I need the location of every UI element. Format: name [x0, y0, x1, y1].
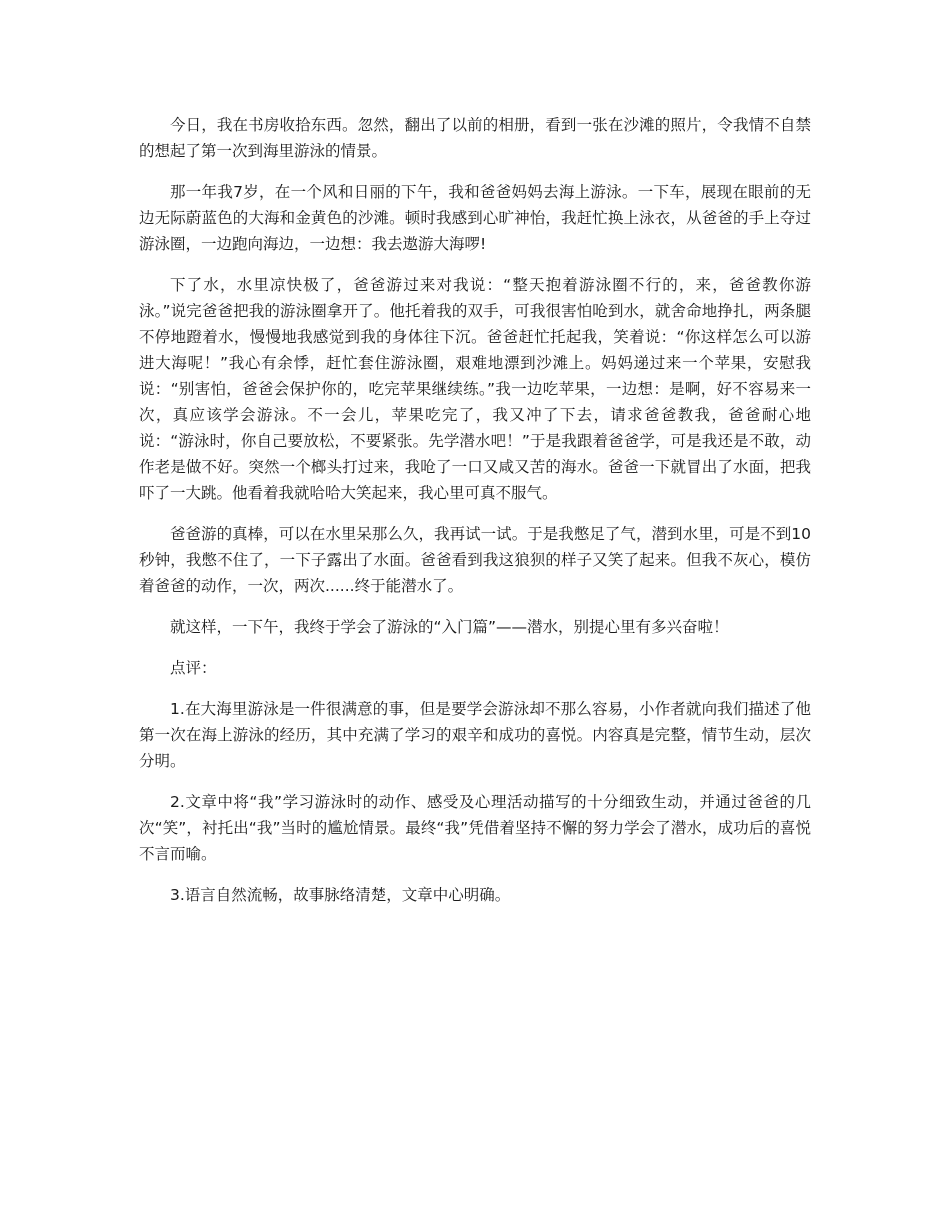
comment-point-3: 3.语言自然流畅，故事脉络清楚，文章中心明确。	[170, 886, 511, 904]
comment-heading: 点评：	[170, 659, 217, 677]
comment-point-1: 1.在大海里游泳是一件很满意的事，但是要学会游泳却不那么容易，小作者就向我们描述了他第一次在海上游泳的经历，其中充满了学习的艰辛和成功的喜悦。内容真是完整，情节生动，层次分明。	[139, 700, 811, 770]
paragraph-conclusion: 就这样，一下午，我终于学会了游泳的“入门篇”——潜水，别提心里有多兴奋啦！	[170, 618, 729, 636]
comment-point-2: 2.文章中将“我”学习游泳时的动作、感受及心理活动描写的十分细致生动，并通过爸爸的几次“笑”，衬托出“我”当时的尴尬情景。最终“我”凭借着坚持不懈的努力学会了潜水，成功后的喜悦不言而喻。	[139, 793, 811, 863]
paragraph-beach-arrival: 那一年我7岁，在一个风和日丽的下午，我和爸爸妈妈去海上游泳。一下车，展现在眼前的无边无际蔚蓝色的大海和金黄色的沙滩。顿时我感到心旷神怡，我赶忙换上泳衣，从爸爸的手上夺过游泳圈，一边跑向海边，一边想：我去遨游大海啰!	[139, 183, 811, 253]
document-page	[139, 112, 811, 923]
paragraph-intro: 今日，我在书房收拾东西。忽然，翻出了以前的相册，看到一张在沙滩的照片，令我情不自禁的想起了第一次到海里游泳的情景。	[139, 116, 811, 160]
paragraph-diving-practice: 爸爸游的真棒，可以在水里呆那么久，我再试一试。于是我憋足了气，潜到水里，可是不到10秒钟，我憋不住了，一下子露出了水面。爸爸看到我这狼狈的样子又笑了起来。但我不灰心，模仿着爸爸的动作，一次，两次......终于能潜水了。	[139, 525, 811, 595]
paragraph-learning-swim: 下了水，水里凉快极了，爸爸游过来对我说：“整天抱着游泳圈不行的，来，爸爸教你游泳。”说完爸爸把我的游泳圈拿开了。他托着我的双手，可我很害怕呛到水，就舍命地挣扎，两条腿不停地蹬着水，慢慢地我感觉到我的身体往下沉。爸爸赶忙托起我，笑着说：“你这样怎么可以游进大海呢！”我心有余悸，赶忙套住游泳圈，艰难地漂到沙滩上。妈妈递过来一个苹果，安慰我说：“别害怕，爸爸会保护你的，吃完苹果继续练。”我一边吃苹果，一边想：是啊，好不容易来一次，真应该学会游泳。不一会儿，苹果吃完了，我又冲了下去，请求爸爸教我，爸爸耐心地说：“游泳时，你自己要放松，不要紧张。先学潜水吧！”于是我跟着爸爸学，可是我还是不敢，动作老是做不好。突然一个榔头打过来，我呛了一口又咸又苦的海水。爸爸一下就冒出了水面，把我吓了一大跳。他看着我就哈哈大笑起来，我心里可真不服气。	[139, 276, 811, 502]
